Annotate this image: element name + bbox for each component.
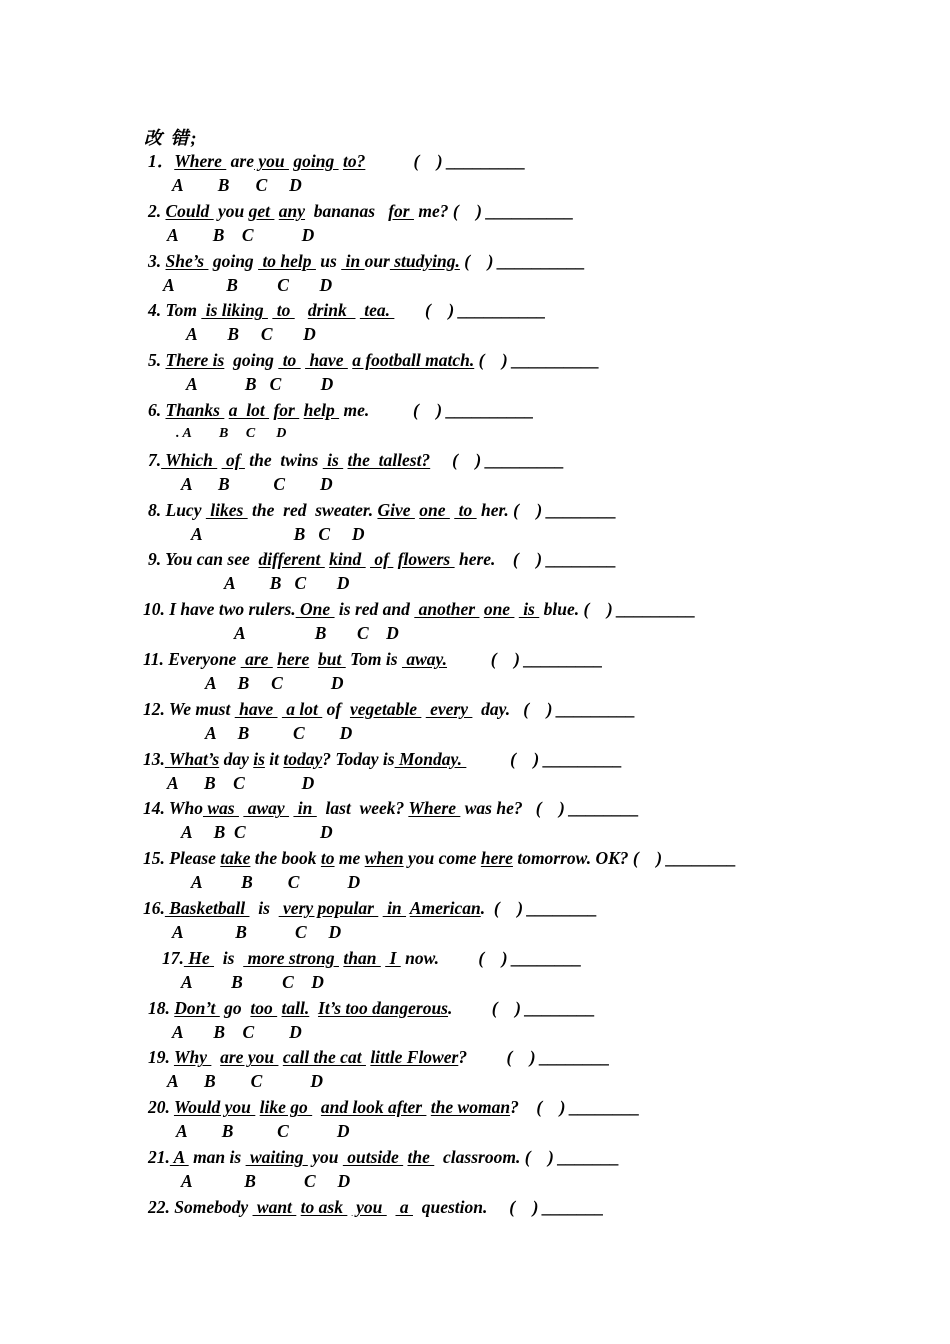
text-segment: 7. (148, 449, 162, 470)
text-segment: the twins (244, 449, 323, 470)
underlined-segment: like go (259, 1097, 313, 1118)
text-segment: is (249, 898, 279, 918)
underlined-segment: Could (165, 200, 214, 221)
question-line (148, 499, 617, 521)
underlined-segment: was (202, 798, 239, 819)
underlined-segment: going (293, 151, 339, 171)
underlined-segment: have (234, 698, 278, 719)
text-segment: me? ( ) __________ (413, 200, 574, 221)
text-segment: 20. (148, 1097, 174, 1118)
underlined-segment: the (407, 1147, 435, 1167)
underlined-segment: It’s too dangerous (318, 997, 448, 1018)
text-segment: you (213, 200, 249, 221)
underlined-segment: a lot (228, 400, 270, 420)
question-line (148, 349, 600, 371)
question-line (162, 947, 582, 969)
underlined-segment: you (351, 1196, 387, 1217)
underlined-segment: kind (329, 549, 366, 570)
underlined-segment: very popular (278, 898, 379, 918)
question-line (143, 698, 636, 720)
underlined-segment: tea. (359, 300, 395, 321)
underlined-segment: Basketball (164, 898, 250, 918)
underlined-segment: American (409, 898, 481, 918)
underlined-segment: to? (342, 151, 366, 171)
text-segment: last week? (316, 798, 409, 819)
text-segment: 8. Lucy (148, 499, 206, 520)
answer-letters: A B C D (191, 523, 365, 544)
text-segment: tomorrow. OK? ( ) ________ (512, 848, 737, 869)
text-segment: her. ( ) ________ (476, 499, 617, 520)
underlined-segment: for (273, 400, 300, 420)
underlined-segment: Where (174, 151, 227, 171)
text-segment: the red sweater. (247, 499, 378, 520)
underlined-segment: but (317, 649, 346, 669)
underlined-segment: Where (408, 798, 461, 819)
text-segment: 11. Everyone (143, 649, 241, 669)
underlined-segment: to help (258, 250, 316, 271)
answer-letters: A B C D (181, 1171, 351, 1191)
text-segment: ( ) _________ (466, 748, 623, 769)
text-segment: 2. (148, 200, 166, 221)
text-segment: now. ( ) ________ (400, 947, 582, 968)
underlined-segment: call the cat (282, 1047, 366, 1068)
page-title: 改 错; (144, 128, 199, 148)
question-line (148, 997, 595, 1019)
underlined-segment: today (283, 748, 323, 769)
underlined-segment: Would you (173, 1097, 256, 1118)
text-segment: is red and (334, 599, 415, 620)
text-segment: ( ) _________ (447, 649, 604, 669)
text-segment: man is (188, 1147, 246, 1167)
underlined-segment: more strong (243, 947, 339, 968)
underlined-segment: away. (401, 649, 448, 669)
underlined-segment: is (322, 449, 344, 470)
text-segment: 12. We must (143, 698, 235, 719)
question-line (143, 748, 622, 770)
text-segment: question. ( ) _______ (412, 1196, 605, 1217)
underlined-segment: Which (161, 449, 218, 470)
text-segment: 17. (162, 947, 184, 968)
text-segment: are (226, 151, 254, 171)
text-segment: ( ) _________ (430, 449, 565, 470)
answer-letters: A B C D (172, 1021, 302, 1042)
text-segment: 6. (148, 400, 166, 420)
answer-letters: A B C D (167, 1071, 324, 1092)
text-segment: day. ( ) _________ (472, 698, 636, 719)
underlined-segment: away (243, 798, 290, 819)
underlined-segment: a (395, 1196, 413, 1217)
underlined-segment: There is (165, 350, 225, 371)
underlined-segment: I (385, 947, 401, 968)
underlined-segment: Monday. (394, 748, 467, 769)
text-segment: 1． (148, 151, 175, 171)
answer-letters: A B C D (172, 922, 342, 942)
text-segment: day (219, 748, 254, 769)
text-segment: classroom. ( ) _______ (434, 1147, 620, 1167)
underlined-segment: studying. (389, 250, 460, 271)
underlined-segment: another (414, 599, 480, 620)
underlined-segment: tall. (281, 997, 310, 1018)
underlined-segment: in (382, 898, 407, 918)
underlined-segment: of (370, 549, 394, 570)
text-segment: 9. You can see (148, 549, 259, 570)
question-line (148, 548, 616, 570)
underlined-segment: for (388, 200, 414, 221)
underlined-segment: the woman (430, 1097, 511, 1118)
underlined-segment: one (419, 499, 450, 520)
underlined-segment: Give (377, 499, 415, 520)
text-segment: it (264, 748, 284, 769)
answer-letters: A B C D (191, 872, 361, 893)
underlined-segment: help (303, 400, 340, 420)
text-segment: of (322, 698, 350, 719)
underlined-segment: is (253, 748, 265, 769)
underlined-segment: to ask (300, 1196, 348, 1217)
text-segment: . ( ) ________ (448, 997, 596, 1018)
answer-letters: A B C D (181, 971, 324, 992)
text-segment: 16. (143, 898, 165, 918)
underlined-segment: flowers (397, 549, 455, 570)
underlined-segment: to (320, 848, 335, 869)
underlined-segment: Why (173, 1047, 212, 1068)
underlined-segment: of (221, 449, 245, 470)
answer-letters: A B C D (224, 573, 350, 594)
underlined-segment: outside (342, 1147, 404, 1167)
answer-letters: A B C D (205, 673, 344, 693)
text-segment: . ( ) ________ (480, 898, 598, 918)
text-segment: ( ) __________ (474, 350, 600, 371)
text-segment: blue. ( ) _________ (539, 599, 696, 620)
question-line (143, 598, 696, 620)
answer-letters: A B C D (186, 324, 316, 345)
text-segment: ( ) __________ (459, 250, 586, 271)
underlined-segment: to (454, 499, 477, 520)
underlined-segment: in (341, 250, 365, 271)
underlined-segment: vegetable (349, 698, 422, 719)
answer-letters: A B C D (186, 374, 334, 395)
underlined-segment: She’s (165, 250, 209, 271)
answer-letters: A B C D (234, 623, 399, 644)
underlined-segment: What’s (164, 748, 220, 769)
text-segment: the book (250, 848, 321, 869)
question-line (143, 847, 736, 869)
text-segment: 5. (148, 350, 166, 371)
text-segment: go (219, 997, 251, 1018)
question-line (143, 648, 603, 670)
underlined-segment: every (425, 698, 473, 719)
question-line (143, 897, 597, 919)
text-segment: Tom is (345, 649, 402, 669)
underlined-segment: is (518, 599, 540, 620)
text-segment: you (307, 1147, 343, 1167)
text-segment: is (214, 947, 244, 968)
text-segment: us (315, 250, 342, 271)
underlined-segment: likes (205, 499, 248, 520)
answer-letters: A B C D (205, 722, 353, 743)
question-line (143, 797, 639, 819)
underlined-segment: the tallest? (347, 449, 431, 470)
underlined-segment: One (295, 599, 335, 620)
answer-letters: A B C D (181, 822, 333, 843)
answer-letters: A B C D (167, 224, 315, 245)
text-segment: 15. Please (143, 848, 221, 869)
question-line (148, 449, 564, 471)
text-segment: ? ( ) ________ (458, 1047, 610, 1068)
underlined-segment: in (293, 798, 317, 819)
underlined-segment: different (258, 549, 325, 570)
text-segment: 3. (148, 250, 166, 271)
underlined-segment: and look after (320, 1097, 427, 1118)
text-segment: 22. Somebody (148, 1196, 253, 1217)
question-line (148, 399, 534, 421)
text-segment: bananas (305, 200, 389, 221)
text-segment (309, 998, 318, 1018)
text-segment: 14. Who (143, 798, 203, 819)
underlined-segment: are (240, 649, 273, 669)
text-segment: me (334, 848, 365, 869)
text-segment: ? ( ) ________ (510, 1097, 640, 1118)
underlined-segment: one (483, 599, 515, 620)
underlined-segment: waiting (245, 1147, 308, 1167)
question-line (148, 1046, 610, 1068)
underlined-segment: here (480, 848, 513, 869)
text-segment: 10. I have two rulers. (143, 599, 296, 620)
underlined-segment: too (250, 997, 278, 1018)
text-segment: ( ) _________ (365, 151, 526, 171)
underlined-segment: than (343, 947, 381, 968)
underlined-segment: any (278, 200, 306, 221)
text-segment: going (224, 350, 279, 371)
underlined-segment: He (183, 947, 215, 968)
underlined-segment: little Flower (370, 1047, 459, 1068)
underlined-segment: take (220, 848, 251, 869)
underlined-segment: to (278, 350, 301, 371)
underlined-segment: a lot (281, 698, 323, 719)
question-line (148, 1146, 619, 1168)
underlined-segment: get (248, 200, 275, 221)
text-segment: our (364, 250, 390, 271)
text-segment: 21. (148, 1147, 170, 1167)
text-segment (295, 300, 308, 320)
text-segment: 18. (148, 997, 175, 1018)
text-segment (312, 1097, 321, 1117)
answer-letters: A B C D (176, 1121, 350, 1142)
underlined-segment: is liking (201, 300, 268, 321)
question-line (148, 250, 585, 272)
question-line (148, 1196, 604, 1218)
text-segment: ? Today is (322, 748, 395, 769)
text-segment (211, 1047, 220, 1067)
underlined-segment: drink (307, 300, 356, 321)
underlined-segment: to (272, 300, 295, 321)
text-segment: 4. Tom (148, 300, 202, 321)
question-line (148, 299, 546, 321)
underlined-segment: A (169, 1147, 189, 1167)
text-segment: me. ( ) __________ (339, 400, 535, 420)
text-segment (309, 649, 318, 669)
question-line (148, 1096, 640, 1118)
text-segment: going (208, 250, 259, 271)
underlined-segment: you (253, 151, 289, 171)
text-segment: 19. (148, 1047, 174, 1068)
answer-letters: A B C D (163, 274, 333, 295)
underlined-segment: a football match. (352, 350, 475, 371)
underlined-segment: want (252, 1196, 297, 1217)
text-segment: was he? ( ) ________ (460, 798, 640, 819)
underlined-segment: Thanks (165, 400, 225, 420)
text-segment: 13. (143, 748, 165, 769)
answer-letters: . A B C D (176, 426, 287, 441)
underlined-segment: are you (220, 1047, 279, 1068)
question-line (148, 200, 574, 222)
answer-letters: A B C D (172, 175, 302, 195)
underlined-segment: here (277, 649, 310, 669)
text-segment: you come (403, 848, 481, 869)
underlined-segment: Don’t (174, 997, 220, 1018)
underlined-segment: when (364, 848, 404, 869)
answer-letters: A B C D (181, 473, 333, 494)
question-line (148, 150, 526, 172)
text-segment: ( ) __________ (394, 300, 547, 321)
answer-letters: A B C D (167, 772, 315, 793)
text-segment: here. ( ) ________ (454, 549, 617, 570)
underlined-segment: have (305, 350, 348, 371)
